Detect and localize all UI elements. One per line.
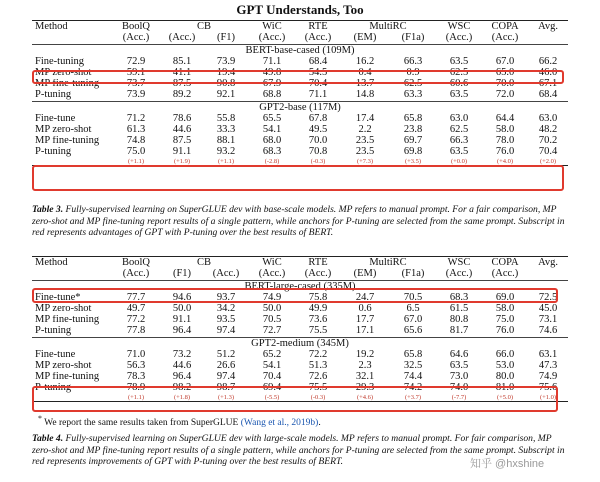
column-header: BoolQ [112, 21, 160, 34]
value-cell: 58.0 [495, 304, 515, 315]
delta-cell: (-0.3) [296, 158, 340, 166]
section-header: GPT2-medium (345M) [32, 338, 568, 351]
value-cell: 75.5 [308, 383, 328, 394]
table-row [32, 147, 568, 158]
value-cell: 2.3 [358, 361, 372, 372]
value-cell: 34.2 [216, 304, 236, 315]
value-cell: 85.1 [172, 57, 192, 68]
value-cell: 66.2 [538, 57, 558, 68]
method-cell: MP fine-tuning [35, 136, 100, 147]
table-4-caption: Table 4. Fully-supervised learning on SuperGLUE dev with large-scale models. MP refers to manual prompt. For fair comparison, MP zero-shot and MP fine-tuning report results of a single pattern, while anchors for P-tuning are selected from the same prompt. Subscript in red represents improvements of GPT with P-tuning over the best results of BERT. [32, 433, 565, 467]
column-header: WiC [248, 21, 296, 34]
value-cell: 78.9 [126, 383, 146, 394]
highlight-box-bert-base-finetune [32, 70, 564, 84]
value-cell: 74.9 [538, 372, 558, 383]
table-3-caption: Table 3. Fully-supervised learning on SuperGLUE dev with base-scale models. MP refers to manual prompt. For a fair comparison, MP zero-shot and MP fine-tuning report results of a single pattern, while anchors for P-tuning are selected from the same prompt. Subscript in red represents advantages of GPT with P-tuning over the best results of BERT. [32, 204, 565, 238]
value-cell: 70.8 [308, 147, 328, 158]
column-header: CB [160, 257, 248, 270]
value-cell: 73.2 [172, 350, 192, 361]
column-subheader: (Acc.) [304, 33, 332, 44]
method-cell: MP fine-tuning [35, 372, 100, 383]
method-cell: Fine-tune [35, 114, 76, 125]
column-subheader: (Acc.) [122, 269, 150, 280]
value-cell: 65.6 [403, 326, 423, 337]
value-cell: 67.0 [495, 57, 515, 68]
section-header: GPT2-base (117M) [32, 102, 568, 115]
value-cell: 63.3 [403, 90, 423, 101]
column-header: RTE [296, 257, 340, 270]
delta-cell: (+1.1) [204, 158, 248, 166]
value-cell: 71.0 [126, 350, 146, 361]
value-cell: 44.6 [172, 125, 192, 136]
value-cell: 98.7 [216, 383, 236, 394]
value-cell: 77.8 [126, 326, 146, 337]
column-header: COPA [482, 257, 528, 270]
method-cell: MP zero-shot [35, 68, 92, 79]
value-cell: 72.7 [262, 326, 282, 337]
delta-cell: (+1.8) [160, 394, 204, 402]
table-row [32, 136, 568, 147]
value-cell: 74.0 [449, 383, 469, 394]
value-cell: 44.6 [172, 361, 192, 372]
value-cell: 61.5 [449, 304, 469, 315]
table-row [32, 315, 568, 326]
method-cell: MP fine-tuning [35, 315, 100, 326]
value-cell: 75.5 [308, 326, 328, 337]
value-cell: 32.1 [355, 372, 375, 383]
value-cell: 87.5 [172, 136, 192, 147]
value-cell: 0.9 [406, 68, 420, 79]
column-header: CB [160, 21, 248, 34]
value-cell: 32.5 [403, 361, 423, 372]
column-header: Avg. [528, 257, 568, 270]
header-row [32, 257, 568, 270]
value-cell: 45.0 [538, 304, 558, 315]
value-cell: 13.7 [355, 79, 375, 90]
value-cell: 77.2 [126, 315, 146, 326]
value-cell: 62.5 [403, 79, 423, 90]
value-cell: 74.2 [403, 383, 423, 394]
delta-cell: (-2.8) [248, 158, 296, 166]
section-header-row [32, 338, 568, 351]
column-subheader: (Acc.) [212, 269, 240, 280]
value-cell: 67.0 [403, 315, 423, 326]
value-cell: 50.0 [262, 304, 282, 315]
value-cell: 75.8 [308, 293, 328, 304]
value-cell: 56.3 [126, 361, 146, 372]
highlight-box-gpt2-base-ptuning [32, 165, 564, 191]
value-cell: 67.9 [262, 79, 282, 90]
value-cell: 75.0 [495, 315, 515, 326]
value-cell: 62.5 [449, 125, 469, 136]
method-cell: MP zero-shot [35, 125, 92, 136]
value-cell: 65.8 [403, 350, 423, 361]
delta-cell: (+5.0) [482, 394, 528, 402]
value-cell: 55.8 [216, 114, 236, 125]
column-subheader [32, 269, 112, 281]
watermark: 知乎 @hxshine [470, 458, 545, 470]
value-cell: 68.3 [262, 147, 282, 158]
delta-cell: (+4.6) [340, 394, 390, 402]
paper-title: GPT Understands, Too [236, 2, 364, 17]
value-cell: 29.3 [355, 383, 375, 394]
value-cell: 50.0 [172, 304, 192, 315]
value-cell: 77.7 [126, 293, 146, 304]
delta-cell: (+0.0) [436, 158, 482, 166]
value-cell: 90.8 [216, 79, 236, 90]
table-row [32, 304, 568, 315]
value-cell: 49.8 [262, 68, 282, 79]
column-header: MultiRC [340, 21, 436, 34]
value-cell: 87.5 [172, 79, 192, 90]
table-row [32, 125, 568, 136]
value-cell: 96.4 [172, 326, 192, 337]
section-header: BERT-base-cased (109M) [32, 45, 568, 58]
column-header: MultiRC [340, 257, 436, 270]
value-cell: 58.0 [495, 125, 515, 136]
delta-cell: (+1.9) [160, 158, 204, 166]
column-subheader: (F1a) [401, 33, 425, 44]
table-row [32, 350, 568, 361]
value-cell: 69.7 [403, 136, 423, 147]
column-subheader [32, 33, 112, 45]
value-cell: 63.5 [449, 147, 469, 158]
value-cell: 67.1 [538, 79, 558, 90]
value-cell: 71.1 [262, 57, 282, 68]
value-cell: 80.8 [449, 315, 469, 326]
value-cell: 75.0 [126, 147, 146, 158]
value-cell: 76.0 [495, 147, 515, 158]
value-cell: 63.0 [538, 114, 558, 125]
delta-cell: (+2.0) [528, 158, 568, 166]
column-subheader: (F1) [172, 269, 192, 280]
value-cell: 91.1 [172, 315, 192, 326]
column-subheader [528, 33, 568, 45]
column-header: Method [32, 257, 112, 270]
value-cell: 78.3 [126, 372, 146, 383]
value-cell: 47.3 [538, 361, 558, 372]
table-row [32, 361, 568, 372]
delta-cell: (+1.0) [528, 394, 568, 402]
value-cell: 0.6 [358, 304, 372, 315]
value-cell: 81.0 [495, 383, 515, 394]
delta-cell: (+7.3) [340, 158, 390, 166]
value-cell: 92.1 [216, 90, 236, 101]
table-row [32, 114, 568, 125]
value-cell: 2.2 [358, 125, 372, 136]
delta-cell: (+1.1) [112, 394, 160, 402]
section-header-row [32, 45, 568, 58]
column-header: BoolQ [112, 257, 160, 270]
column-subheader: (Acc.) [491, 269, 519, 280]
delta-cell: (+1.3) [204, 394, 248, 402]
delta-cell: (+1.1) [112, 158, 160, 166]
value-cell: 59.1 [126, 68, 146, 79]
value-cell: 65.5 [262, 114, 282, 125]
value-cell: 24.7 [355, 293, 375, 304]
method-cell: Fine-tune* [35, 293, 81, 304]
method-cell: Fine-tuning [35, 57, 84, 68]
value-cell: 68.8 [262, 90, 282, 101]
section-header-row [32, 102, 568, 115]
subheader-row [32, 269, 568, 281]
value-cell: 70.4 [538, 147, 558, 158]
value-cell: 88.1 [216, 136, 236, 147]
column-subheader: (F1) [216, 33, 236, 44]
value-cell: 51.2 [216, 350, 236, 361]
value-cell: 16.2 [355, 57, 375, 68]
value-cell: 63.5 [449, 361, 469, 372]
value-cell: 73.9 [126, 90, 146, 101]
value-cell: 68.4 [308, 57, 328, 68]
value-cell: 78.0 [495, 136, 515, 147]
subheader-row [32, 33, 568, 45]
header-row [32, 21, 568, 34]
value-cell: 54.1 [262, 125, 282, 136]
value-cell: 73.7 [126, 79, 146, 90]
value-cell: 63.1 [538, 350, 558, 361]
value-cell: 19.2 [355, 350, 375, 361]
value-cell: 65.8 [403, 114, 423, 125]
column-subheader: (Acc.) [445, 33, 473, 44]
column-header: Avg. [528, 21, 568, 34]
value-cell: 63.5 [449, 57, 469, 68]
value-cell: 63.0 [449, 114, 469, 125]
value-cell: 69.8 [403, 147, 423, 158]
value-cell: 23.5 [355, 136, 375, 147]
value-cell: 70.4 [262, 372, 282, 383]
value-cell: 61.3 [126, 125, 146, 136]
value-cell: 41.1 [172, 68, 192, 79]
method-cell: Fine-tune [35, 350, 76, 361]
table-row [32, 372, 568, 383]
highlight-box-gpt2-medium-ptuning [32, 386, 558, 412]
value-cell: 72.0 [495, 90, 515, 101]
method-cell: MP zero-shot [35, 361, 92, 372]
value-cell: 93.2 [216, 147, 236, 158]
table-3 [32, 20, 568, 166]
value-cell: 6.5 [406, 304, 420, 315]
value-cell: 14.8 [355, 90, 375, 101]
value-cell: 0.4 [358, 68, 372, 79]
value-cell: 66.0 [495, 350, 515, 361]
value-cell: 71.2 [126, 114, 146, 125]
value-cell: 70.5 [403, 293, 423, 304]
value-cell: 65.2 [262, 350, 282, 361]
value-cell: 67.8 [308, 114, 328, 125]
value-cell: 93.7 [216, 293, 236, 304]
value-cell: 64.6 [449, 350, 469, 361]
value-cell: 94.6 [172, 293, 192, 304]
value-cell: 80.0 [495, 372, 515, 383]
column-subheader: (Acc.) [491, 33, 519, 44]
value-cell: 74.8 [126, 136, 146, 147]
value-cell: 98.2 [172, 383, 192, 394]
table-row [32, 57, 568, 68]
value-cell: 70.4 [308, 79, 328, 90]
delta-cell: (+3.7) [390, 394, 436, 402]
column-header: RTE [296, 21, 340, 34]
value-cell: 74.9 [262, 293, 282, 304]
method-cell: P-tuning [35, 147, 72, 158]
value-cell: 89.2 [172, 90, 192, 101]
column-header: WSC [436, 21, 482, 34]
value-cell: 81.7 [449, 326, 469, 337]
value-cell: 17.1 [355, 326, 375, 337]
value-cell: 66.3 [449, 136, 469, 147]
value-cell: 78.6 [172, 114, 192, 125]
value-cell: 51.3 [308, 361, 328, 372]
value-cell: 73.0 [449, 372, 469, 383]
value-cell: 68.3 [449, 293, 469, 304]
value-cell: 69.4 [262, 383, 282, 394]
value-cell: 97.4 [216, 326, 236, 337]
value-cell: 63.5 [449, 90, 469, 101]
highlight-box-bert-large-finetune [32, 288, 558, 303]
value-cell: 71.1 [308, 90, 328, 101]
value-cell: 72.9 [126, 57, 146, 68]
value-cell: 73.9 [216, 57, 236, 68]
value-cell: 70.5 [262, 315, 282, 326]
method-cell: P-tuning [35, 326, 72, 337]
section-header: BERT-large-cased (335M) [32, 281, 568, 294]
column-subheader: (Acc.) [445, 269, 473, 280]
column-subheader: (Acc.) [304, 269, 332, 280]
value-cell: 97.4 [216, 372, 236, 383]
delta-cell: (-5.5) [248, 394, 296, 402]
value-cell: 69.0 [495, 293, 515, 304]
value-cell: 72.6 [308, 372, 328, 383]
method-cell: P-tuning [35, 383, 72, 394]
value-cell: 74.4 [403, 372, 423, 383]
value-cell: 72.2 [308, 350, 328, 361]
value-cell: 26.6 [216, 361, 236, 372]
value-cell: 17.4 [355, 114, 375, 125]
value-cell: 93.5 [216, 315, 236, 326]
method-cell: MP zero-shot [35, 304, 92, 315]
value-cell: 68.4 [538, 90, 558, 101]
value-cell: 74.6 [538, 326, 558, 337]
value-cell: 73.6 [308, 315, 328, 326]
delta-cell: (-7.7) [436, 394, 482, 402]
value-cell: 96.4 [172, 372, 192, 383]
value-cell: 68.0 [262, 136, 282, 147]
value-cell: 66.3 [403, 57, 423, 68]
column-subheader [528, 269, 568, 281]
method-cell: MP fine-tuning [35, 79, 100, 90]
column-header: WSC [436, 257, 482, 270]
value-cell: 49.5 [308, 125, 328, 136]
value-cell: 91.1 [172, 147, 192, 158]
value-cell: 60.6 [449, 79, 469, 90]
value-cell: 33.3 [216, 125, 236, 136]
value-cell: 72.5 [538, 293, 558, 304]
delta-cell: (+3.5) [390, 158, 436, 166]
column-header: WiC [248, 257, 296, 270]
value-cell: 17.7 [355, 315, 375, 326]
table-row [32, 326, 568, 338]
table-4-footnote: * We report the same results taken from SuperGLUE (Wang et al., 2019b). [38, 414, 321, 429]
value-cell: 53.0 [495, 361, 515, 372]
column-header: COPA [482, 21, 528, 34]
value-cell: 23.8 [403, 125, 423, 136]
value-cell: 49.9 [308, 304, 328, 315]
column-subheader: (Acc.) [258, 33, 286, 44]
column-subheader: (EM) [353, 269, 377, 280]
value-cell: 49.7 [126, 304, 146, 315]
column-subheader: (Acc.) [122, 33, 150, 44]
column-header: Method [32, 21, 112, 34]
column-subheader: (F1a) [401, 269, 425, 280]
column-subheader: (EM) [353, 33, 377, 44]
value-cell: 46.0 [538, 68, 558, 79]
column-subheader: (Acc.) [168, 33, 196, 44]
table-4 [32, 256, 568, 402]
value-cell: 23.5 [355, 147, 375, 158]
value-cell: 70.0 [495, 79, 515, 90]
value-cell: 54.5 [308, 68, 328, 79]
value-cell: 62.5 [449, 68, 469, 79]
citation-link[interactable]: (Wang et al., 2019b) [240, 418, 319, 429]
value-cell: 73.1 [538, 315, 558, 326]
column-subheader: (Acc.) [258, 269, 286, 280]
delta-cell: (+4.0) [482, 158, 528, 166]
delta-cell: (-0.3) [296, 394, 340, 402]
table-row [32, 90, 568, 102]
method-cell: P-tuning [35, 90, 72, 101]
value-cell: 19.4 [216, 68, 236, 79]
value-cell: 70.0 [308, 136, 328, 147]
value-cell: 75.6 [538, 383, 558, 394]
value-cell: 48.2 [538, 125, 558, 136]
value-cell: 70.2 [538, 136, 558, 147]
value-cell: 65.0 [495, 68, 515, 79]
value-cell: 76.0 [495, 326, 515, 337]
value-cell: 64.4 [495, 114, 515, 125]
value-cell: 54.1 [262, 361, 282, 372]
